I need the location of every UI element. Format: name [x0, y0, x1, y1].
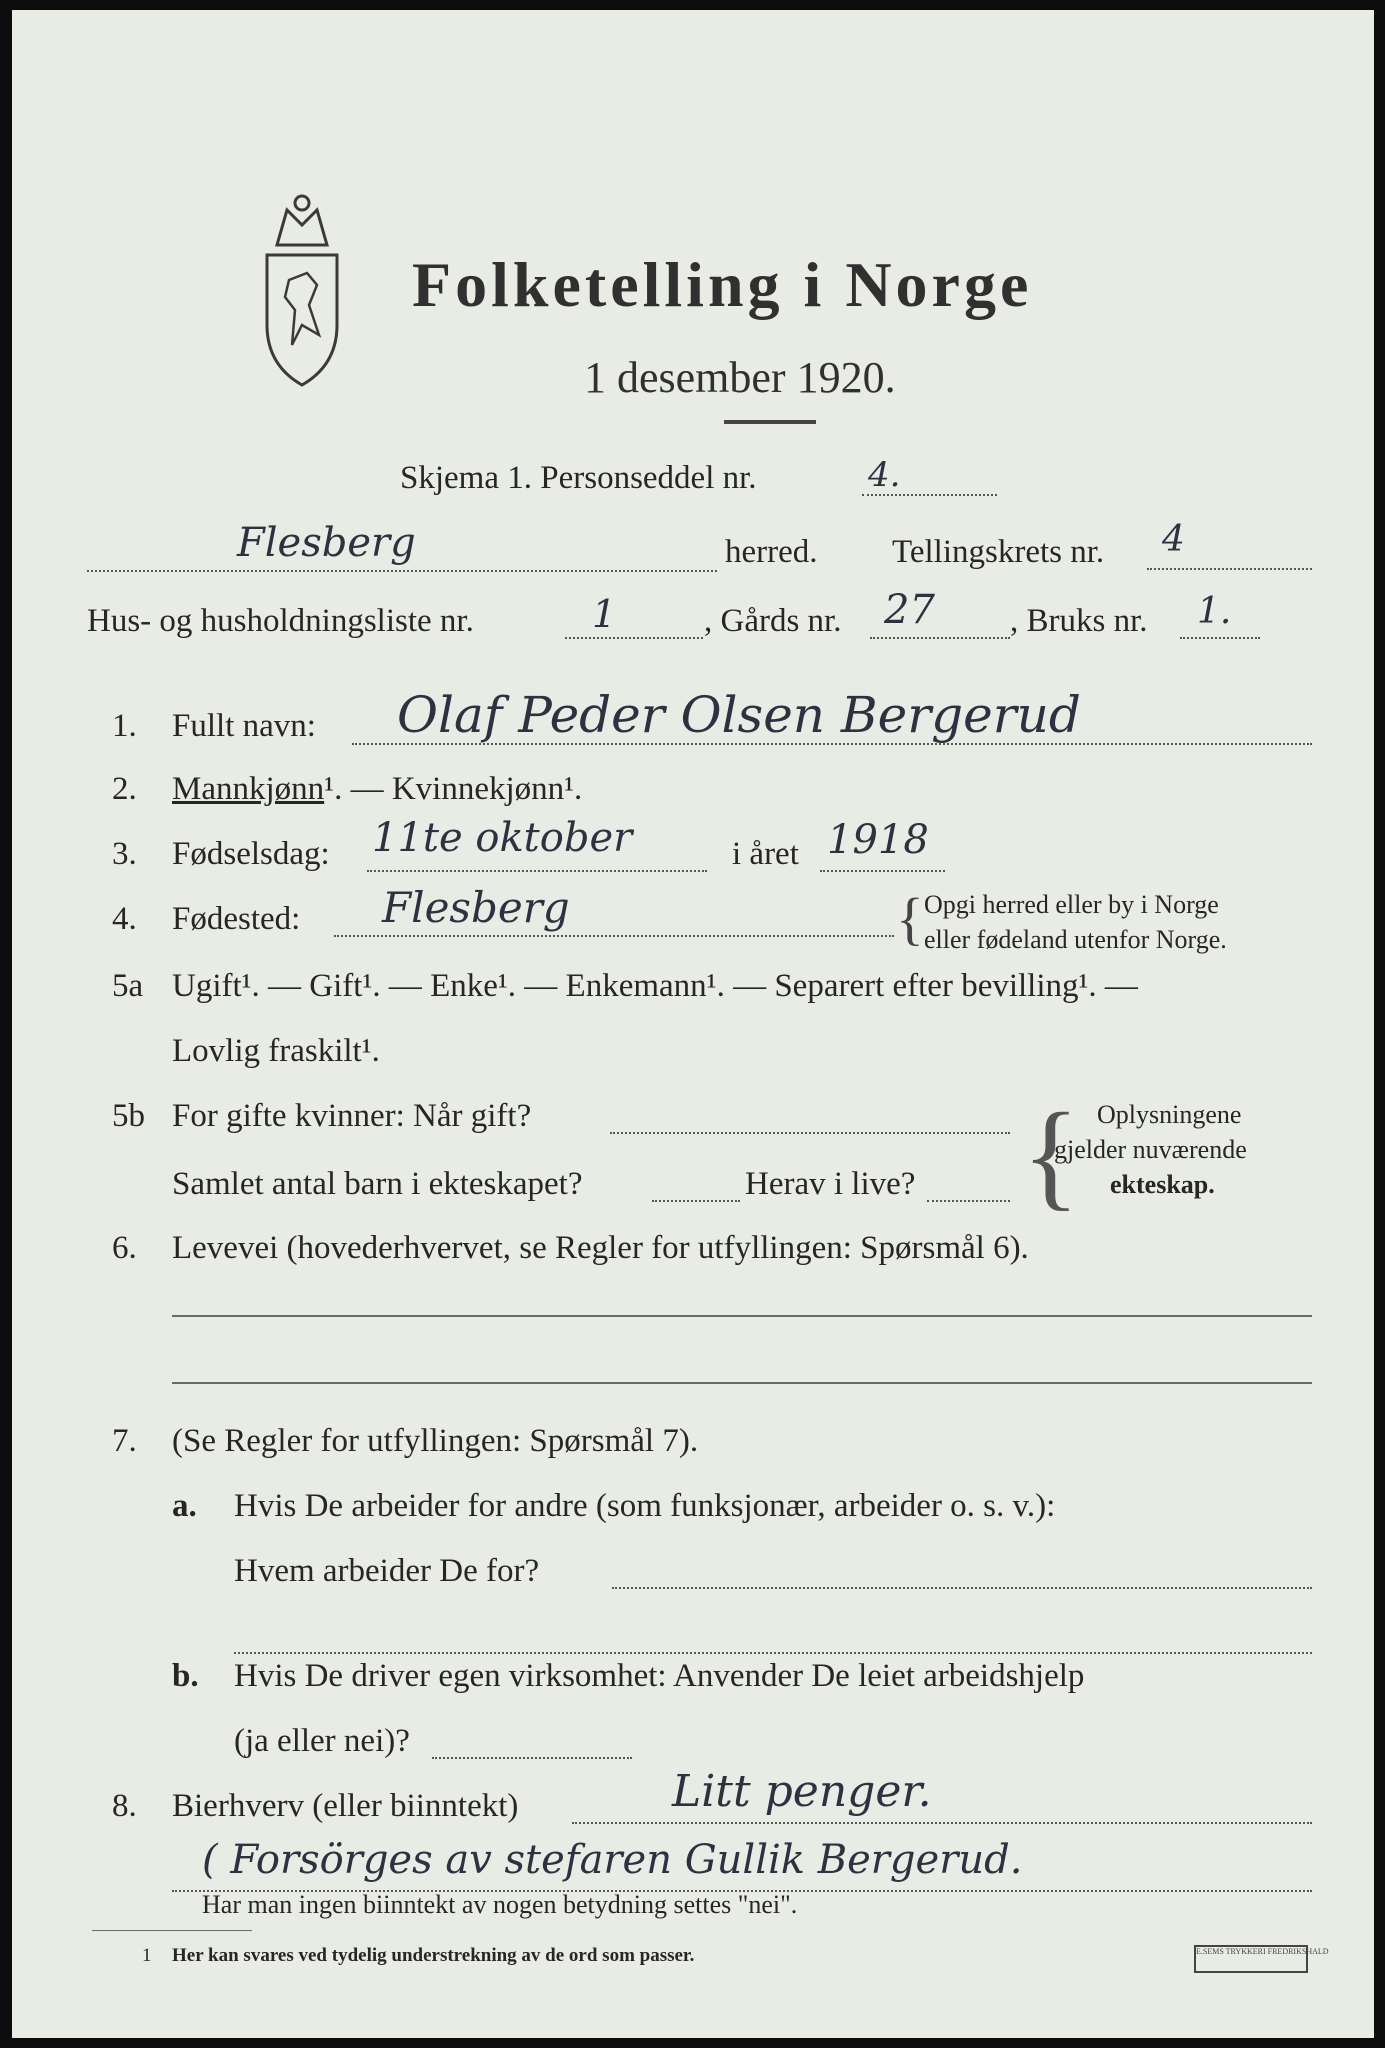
bruks-value[interactable]: 1. — [1197, 591, 1232, 632]
married-when-field-line — [610, 1132, 1010, 1134]
gards-label: , Gårds nr. — [704, 603, 842, 639]
q7b-line-1: Hvis De driver egen virksomhet: Anvender De leiet arbeidshjelp — [234, 1658, 1085, 1694]
bruks-field-line — [1180, 637, 1260, 639]
footnote-mark: 1 — [142, 1945, 152, 1966]
q7-label: (Se Regler for utfyllingen: Spørsmål 7). — [172, 1423, 699, 1459]
q6-label: Levevei (hovederhvervet, se Regler for utfyllingen: Spørsmål 6). — [172, 1230, 1029, 1266]
q4-brace: { — [896, 886, 924, 951]
birthplace-value[interactable]: Flesberg — [382, 883, 570, 932]
q4-label: Fødested: — [172, 901, 301, 937]
side-income-value[interactable]: Litt penger. — [672, 1766, 932, 1817]
birthday-value[interactable]: 11te oktober — [372, 815, 633, 861]
birthplace-field-line — [334, 935, 894, 937]
occupation-field-line-2[interactable] — [172, 1382, 1312, 1384]
herred-label: herred. — [725, 534, 818, 570]
q7b-line-2: (ja eller nei)? — [234, 1723, 410, 1759]
q7a-line-1: Hvis De arbeider for andre (som funksjonær, arbeider o. s. v.): — [234, 1488, 1056, 1524]
title-rule — [724, 420, 816, 424]
q2-rest: ¹. — Kvinnekjønn¹. — [324, 771, 583, 807]
employer-field-line-1[interactable] — [612, 1587, 1312, 1589]
q5b-note-1: Oplysningene — [1097, 1100, 1242, 1129]
q1-number: 1. — [112, 708, 137, 744]
q7b-mark: b. — [172, 1658, 199, 1694]
q4-number: 4. — [112, 901, 137, 937]
footnote-rule — [92, 1930, 252, 1931]
q5b-brace: { — [1022, 1088, 1080, 1221]
coat-of-arms-icon — [247, 185, 357, 395]
q3-number: 3. — [112, 836, 137, 872]
q8-number: 8. — [112, 1788, 137, 1824]
side-income-field-line-1 — [572, 1822, 1312, 1824]
birth-year-value[interactable]: 1918 — [827, 817, 929, 863]
footnote-text: Her kan svares ved tydelig understrekning av de ord som passer. — [172, 1945, 695, 1966]
q5b-note-3: ekteskap. — [1110, 1170, 1215, 1199]
q2-number: 2. — [112, 771, 137, 807]
tellingskrets-field-line — [1147, 568, 1312, 570]
side-income-value-2[interactable]: ( Forsörges av stefaren Gullik Bergerud. — [202, 1837, 1023, 1883]
q3-label: Fødselsdag: — [172, 836, 330, 872]
occupation-field-line-1[interactable] — [172, 1315, 1312, 1317]
hired-help-field-line[interactable] — [432, 1757, 632, 1759]
herred-value[interactable]: Flesberg — [237, 520, 416, 566]
schema-label: Skjema 1. Personseddel nr. — [400, 460, 757, 496]
q1-label: Fullt navn: — [172, 708, 316, 744]
q5b-number: 5b — [112, 1098, 145, 1134]
form-title: Folketelling i Norge — [412, 249, 1033, 320]
birthday-field-line — [367, 870, 707, 872]
tellingskrets-label: Tellingskrets nr. — [892, 534, 1105, 570]
q6-number: 6. — [112, 1230, 137, 1266]
q4-note-2: eller fødeland utenfor Norge. — [924, 925, 1227, 954]
q7-number: 7. — [112, 1423, 137, 1459]
full-name-value[interactable]: Olaf Peder Olsen Bergerud — [397, 686, 1081, 744]
marital-status-options[interactable]: Ugift¹. — Gift¹. — Enke¹. — Enkemann¹. — Separert efter bevilling¹. — — [172, 968, 1138, 1004]
q2-options — [172, 773, 582, 806]
q5b-children-label: Samlet antal barn i ekteskapet? — [172, 1166, 583, 1202]
q7a-mark: a. — [172, 1488, 197, 1524]
census-date: 1 desember 1920. — [584, 353, 896, 402]
gards-field-line — [870, 637, 1010, 639]
q5b-note-2: gjelder nuværende — [1054, 1135, 1247, 1164]
q5b-alive-label: Herav i live? — [745, 1166, 916, 1202]
year-label: i året — [732, 836, 799, 872]
personseddel-value[interactable]: 4. — [868, 455, 901, 495]
census-form — [12, 10, 1374, 2038]
printer-stamp: E.SEMS TRYKKERI FREDRIKSHALD — [1194, 1945, 1308, 1973]
gards-value[interactable]: 27 — [884, 587, 935, 633]
alive-field-line — [927, 1200, 1010, 1202]
tellingskrets-value[interactable]: 4 — [1162, 519, 1185, 560]
year-field-line — [820, 870, 945, 872]
hus-label: Hus- og husholdningsliste nr. — [87, 603, 474, 639]
hus-value[interactable]: 1 — [592, 592, 617, 636]
q7a-line-2: Hvem arbeider De for? — [234, 1553, 540, 1589]
children-field-line — [652, 1200, 740, 1202]
q8-label: Bierhverv (eller biinntekt) — [172, 1788, 519, 1824]
bruks-label: , Bruks nr. — [1010, 603, 1148, 639]
marital-status-divorced[interactable]: Lovlig fraskilt¹. — [172, 1033, 380, 1069]
q8-note: Har man ingen biinntekt av nogen betydning settes "nei". — [202, 1890, 798, 1919]
male-option[interactable]: Mannkjønn — [172, 771, 325, 807]
q5b-line-1: For gifte kvinner: Når gift? — [172, 1098, 532, 1134]
q5a-number: 5a — [112, 968, 144, 1004]
q4-note-1: Opgi herred eller by i Norge — [924, 890, 1219, 919]
herred-field-line — [87, 570, 717, 572]
hus-field-line — [565, 637, 703, 639]
employer-field-line-2[interactable] — [234, 1652, 1312, 1654]
